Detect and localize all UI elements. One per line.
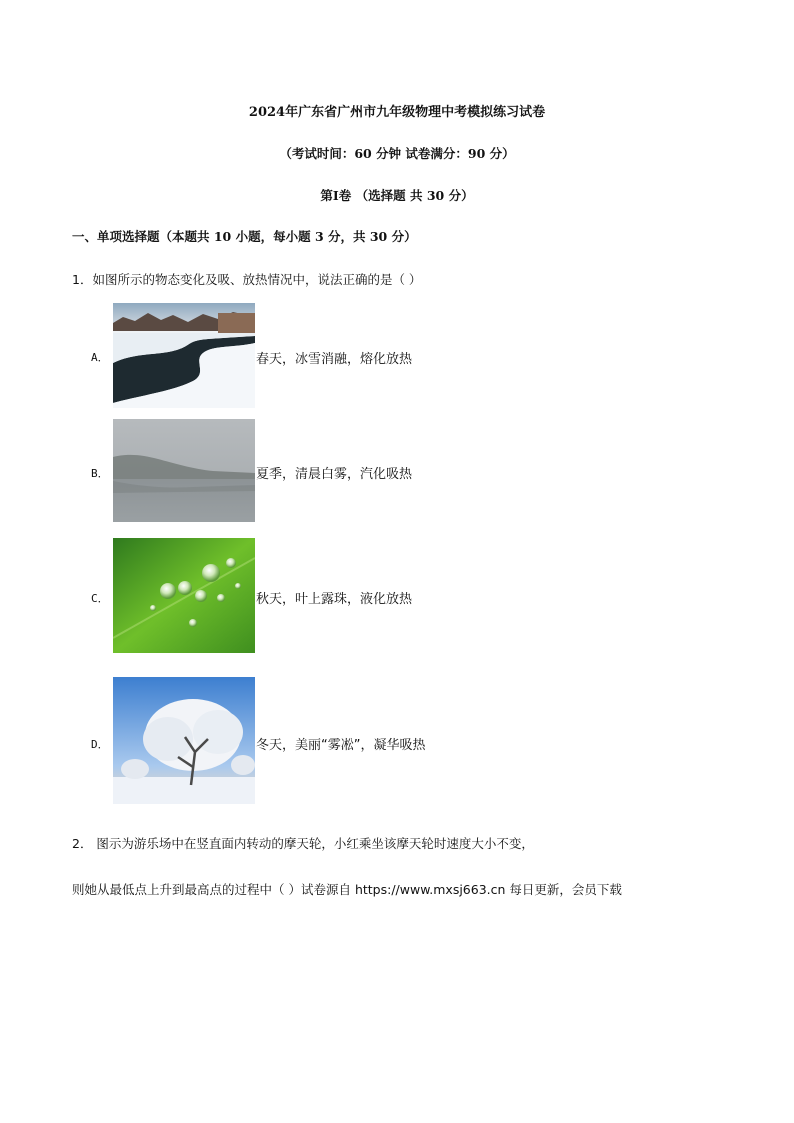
option-b-letter: B． xyxy=(91,467,109,480)
dew-on-leaf-photo xyxy=(113,538,255,653)
option-b-text: 夏季，清晨白雾，汽化吸热 xyxy=(256,467,413,482)
part-heading: 第Ⅰ卷 （选择题 共 30 分） xyxy=(320,188,474,203)
option-a-letter: A． xyxy=(91,351,109,364)
snowy-river-photo xyxy=(113,303,255,408)
exam-info: （考试时间：60 分钟 试卷满分：90 分） xyxy=(279,146,515,161)
section-heading: 一、单项选择题（本题共 10 小题，每小题 3 分，共 30 分） xyxy=(72,229,417,244)
option-a-text: 春天，冰雪消融，熔化放热 xyxy=(256,352,413,367)
question-2-line-2: 则她从最低点上升到最高点的过程中（ ）试卷源自 https://www.mxsj663.cn 每日更新，会员下载 xyxy=(72,882,622,897)
rime-tree-photo xyxy=(113,677,255,804)
option-c-letter: C． xyxy=(91,592,109,605)
option-d-text: 冬天，美丽“雾凇”，凝华吸热 xyxy=(256,738,426,753)
option-d-letter: D． xyxy=(91,738,109,751)
question-2-line-1: 2． 图示为游乐场中在竖直面内转动的摩天轮，小红乘坐该摩天轮时速度大小不变， xyxy=(72,836,534,851)
foggy-lake-photo xyxy=(113,419,255,522)
option-c-text: 秋天，叶上露珠，液化放热 xyxy=(256,592,413,607)
question-1-stem: 1．如图所示的物态变化及吸、放热情况中，说法正确的是（ ） xyxy=(72,272,422,287)
page-title: 2024年广东省广州市九年级物理中考模拟练习试卷 xyxy=(248,105,546,120)
